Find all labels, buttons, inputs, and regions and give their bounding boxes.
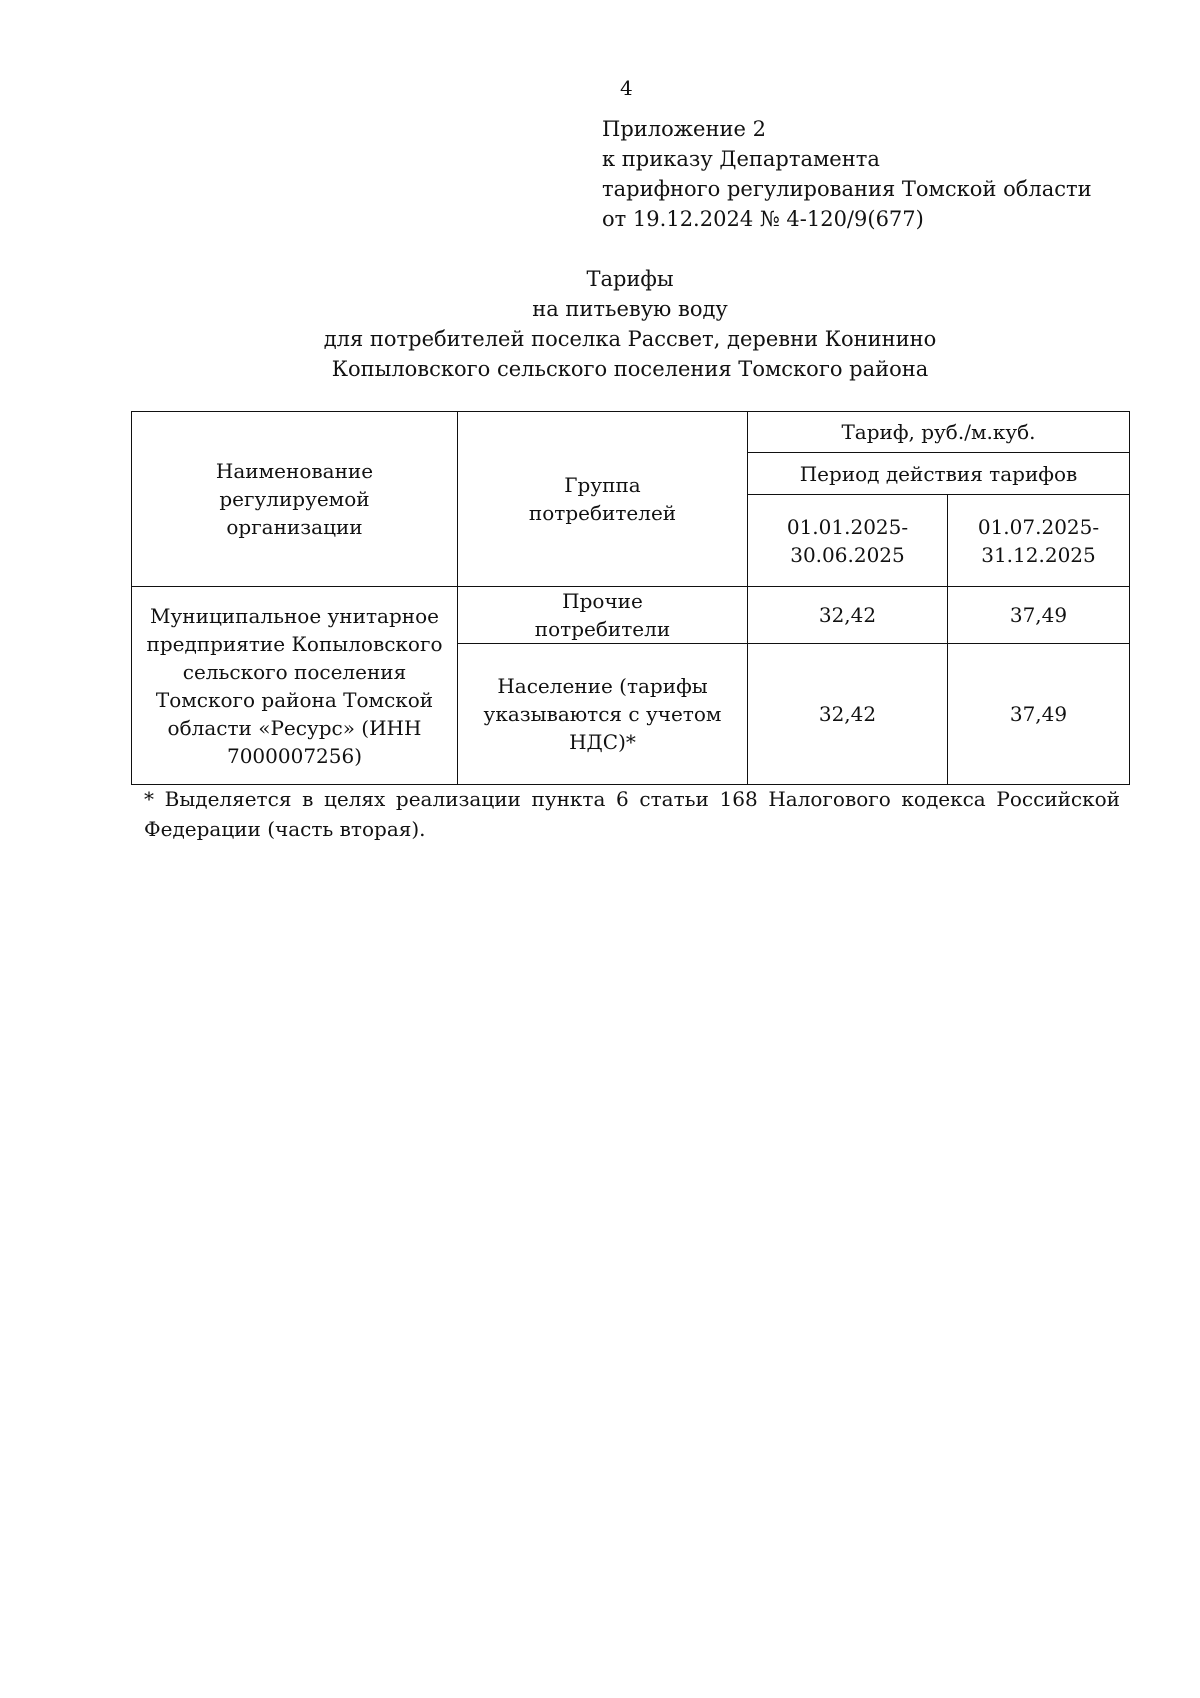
appendix-line-4: от 19.12.2024 № 4-120/9(677) xyxy=(602,207,924,231)
header-period-1: 01.01.2025-30.06.2025 xyxy=(748,495,948,587)
header-tariff-period: Период действия тарифов xyxy=(748,453,1130,495)
tariff-value-cell: 32,42 xyxy=(748,587,948,644)
appendix-line-1: Приложение 2 xyxy=(602,117,766,141)
org-name-cell: Муниципальное унитарное предприятие Копыловского сельского поселения Томского района Томской области «Ресурс» (ИНН 7000007256) xyxy=(132,587,458,785)
header-period-2: 01.07.2025-31.12.2025 xyxy=(948,495,1130,587)
tariff-value-cell: 32,42 xyxy=(748,644,948,785)
consumer-group-cell: Население (тарифы указываются с учетом НДС)* xyxy=(458,644,748,785)
tariff-value-cell: 37,49 xyxy=(948,587,1130,644)
appendix-header xyxy=(602,114,1092,234)
consumer-group-cell: Прочие потребители xyxy=(458,587,748,644)
document-title xyxy=(0,264,1200,384)
header-consumer-group: Группа потребителей xyxy=(458,412,748,587)
page-number: 4 xyxy=(620,76,633,100)
title-line-2: на питьевую воду xyxy=(532,297,728,321)
title-line-1: Тарифы xyxy=(586,267,674,291)
header-org-name: Наименование регулируемой организации xyxy=(132,412,458,587)
table-row xyxy=(132,587,1130,644)
header-tariff-unit: Тариф, руб./м.куб. xyxy=(748,412,1130,453)
appendix-line-3: тарифного регулирования Томской области xyxy=(602,177,1092,201)
title-line-4: Копыловского сельского поселения Томского района xyxy=(331,357,929,381)
tariff-table xyxy=(131,411,1130,785)
title-line-3: для потребителей поселка Рассвет, деревни Конинино xyxy=(323,327,937,351)
tariff-value-cell: 37,49 xyxy=(948,644,1130,785)
appendix-line-2: к приказу Департамента xyxy=(602,147,880,171)
footnote: * Выделяется в целях реализации пункта 6 статьи 168 Налогового кодекса Российской Федерации (часть вторая). xyxy=(144,787,1120,841)
